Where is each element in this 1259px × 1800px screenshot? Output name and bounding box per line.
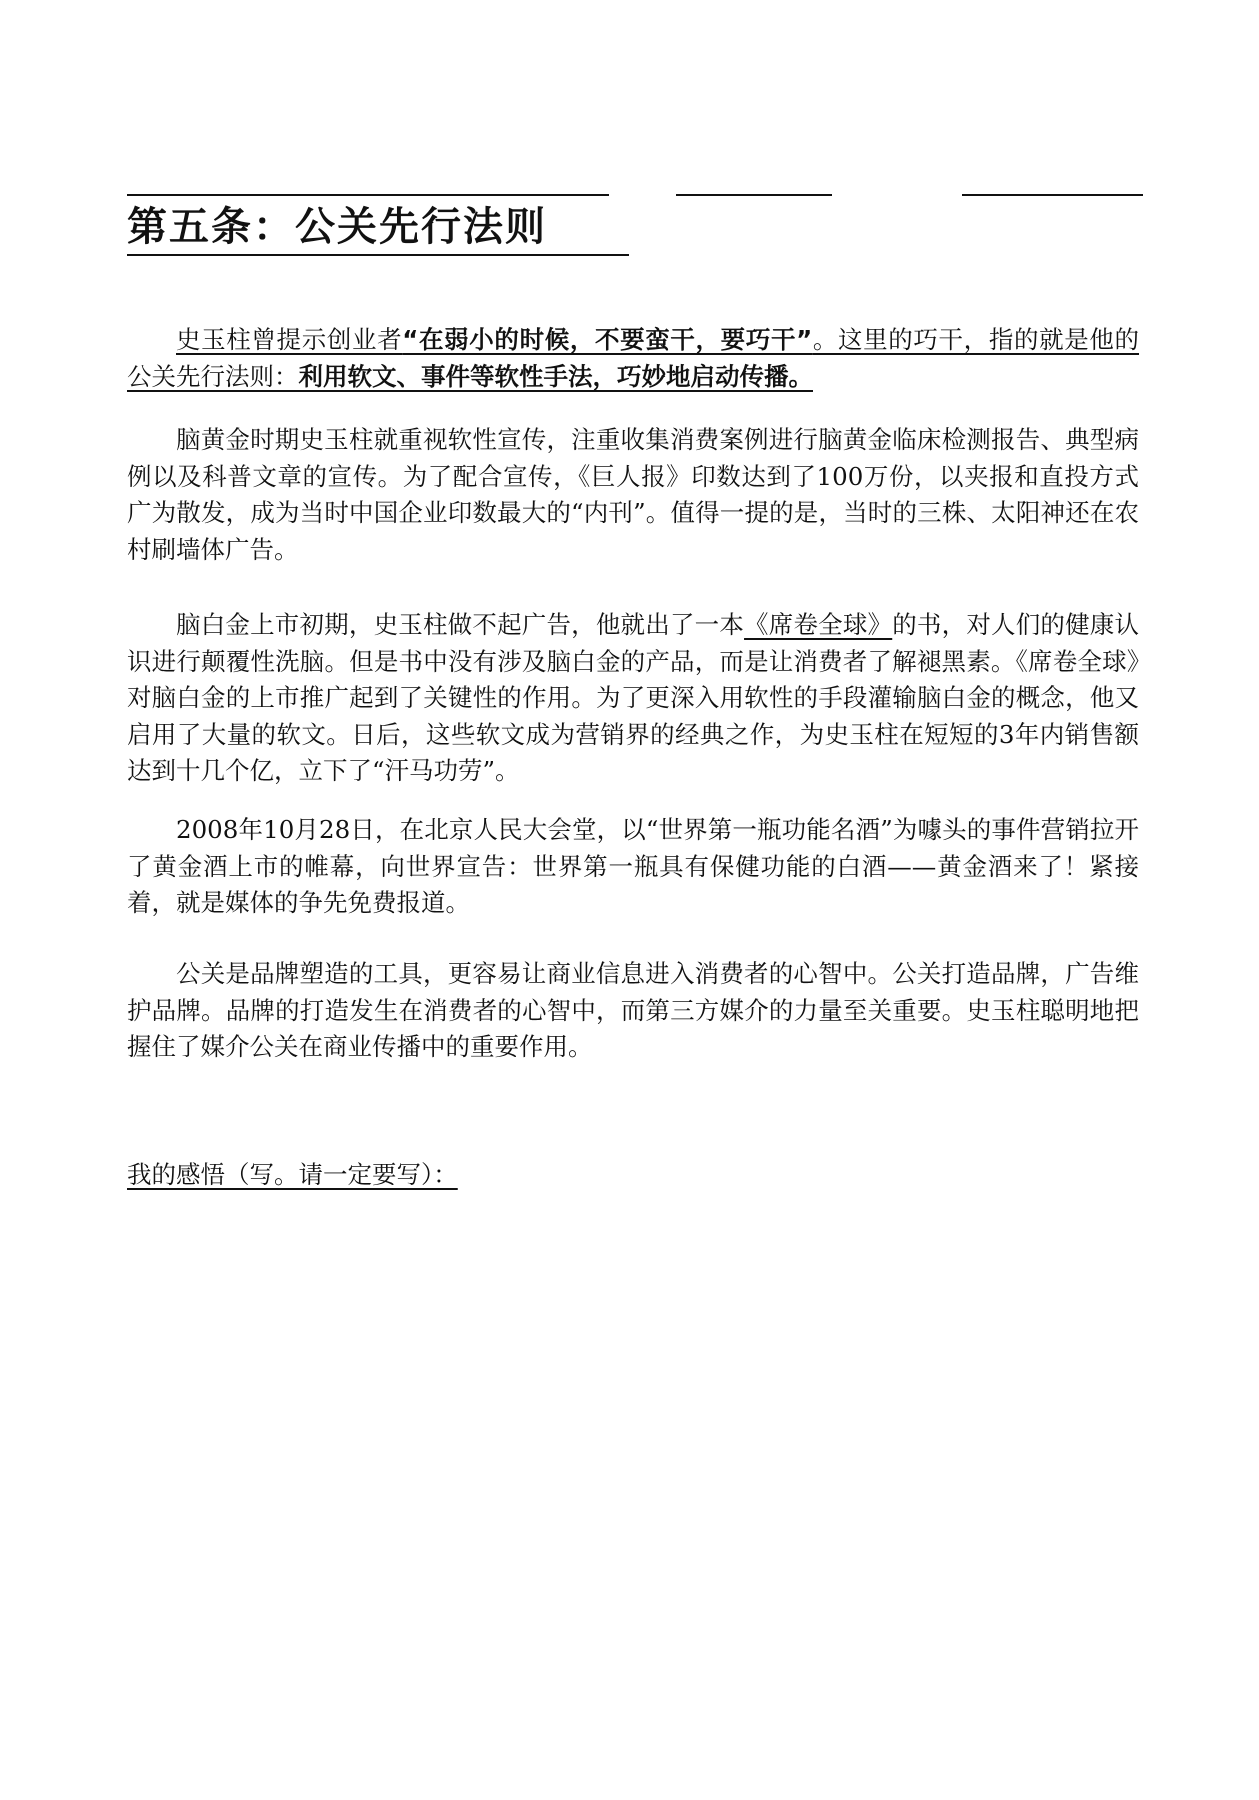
naobaijin-text-2: 的书，对人们的健康认识进行颠覆性洗脑。但是书中没有涉及脑白金的产品，而是让消费者了解褪黑素。《席卷全球》对脑白金的上市推广起到了关键性的作用。为了更深入用软性的手段灌输脑白金的概念，他又启用了大量的软文。日后，这些软文成为营销界的经典之作，为史玉柱在短短的3年内销售额达到十几个亿，立下了“汗马功劳”。: [127, 610, 1140, 785]
page-title: 第五条：公关先行法则: [127, 202, 629, 256]
reflection-label: 我的感悟（写。请一定要写）：: [127, 1160, 458, 1189]
paragraph-huangjinjiu: 2008年10月28日，在北京人民大会堂，以“世界第一瓶功能名酒”为噱头的事件营销拉开了黄金酒上市的帷幕，向世界宣告：世界第一瓶具有保健功能的白酒——黄金酒来了！紧接着，就是媒体的争先免费报道。: [127, 815, 1139, 917]
intro-quote: “在弱小的时候，不要蛮干，要巧干”: [402, 325, 813, 354]
intro-text-2: 。这里的巧干，指的就是他的公关先行法则：: [127, 325, 1140, 391]
paragraph-gongguan: 公关是品牌塑造的工具，更容易让商业信息进入消费者的心智中。公关打造品牌，广告维护品牌。品牌的打造发生在消费者的心智中，而第三方媒介的力量至关重要。史玉柱聪明地把握住了媒介公关在商业传播中的重要作用。: [127, 959, 1139, 1061]
intro-emphasis: 利用软文、事件等软性手法，巧妙地启动传播。: [298, 361, 813, 391]
paragraph-naohuangjin: 脑黄金时期史玉柱就重视软性宣传，注重收集消费案例进行脑黄金临床检测报告、典型病例以及科普文章的宣传。为了配合宣传，《巨人报》印数达到了100万份，以夹报和直投方式广为散发，成为当时中国企业印数最大的“内刊”。值得一提的是，当时的三株、太阳神还在农村刷墙体广告。: [127, 425, 1139, 564]
intro-text-1: 史玉柱曾提示创业者: [176, 325, 403, 354]
paragraph-naobaijin: [127, 607, 1139, 790]
intro-paragraph: [127, 322, 1139, 395]
book-title: 《席卷全球》: [744, 610, 893, 639]
naobaijin-text-1: 脑白金上市初期，史玉柱做不起广告，他就出了一本: [176, 610, 745, 639]
header-rule-middle: [676, 194, 832, 196]
header-rule-left: [127, 194, 609, 196]
header-rule-right: [962, 194, 1143, 196]
